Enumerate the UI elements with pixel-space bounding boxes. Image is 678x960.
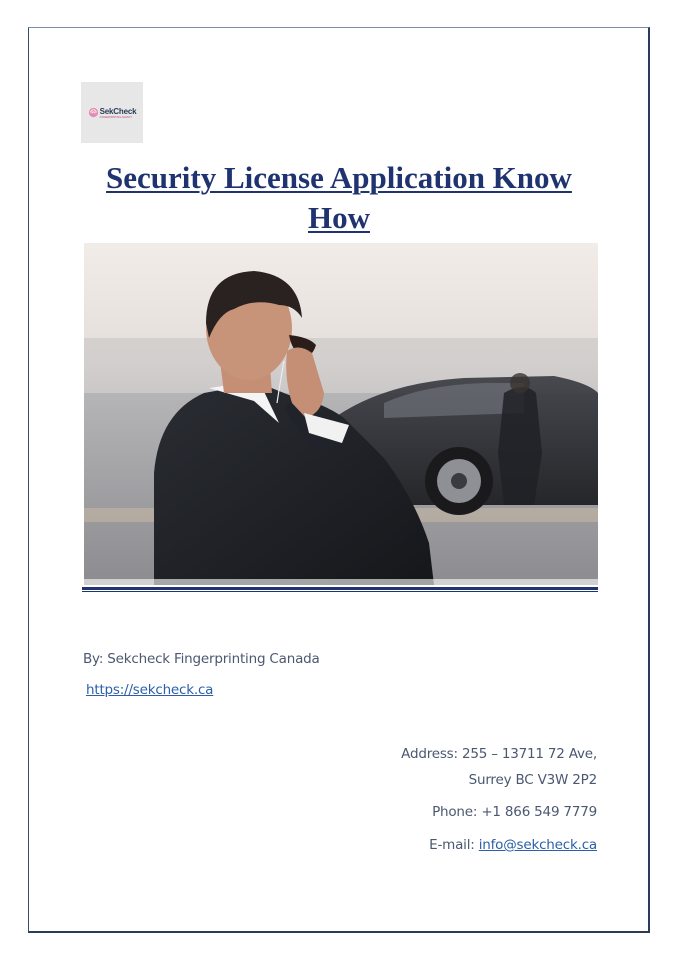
divider-rule-thin <box>82 591 598 592</box>
email-line <box>429 837 597 853</box>
company-logo <box>81 82 143 143</box>
author-byline: By: Sekcheck Fingerprinting Canada <box>83 651 320 667</box>
phone-number: Phone: +1 866 549 7779 <box>432 804 597 820</box>
logo-name: SekCheck <box>99 106 137 116</box>
document-title: Security License Application Know How <box>106 160 572 235</box>
email-link[interactable]: info@sekcheck.ca <box>478 837 597 853</box>
website-link[interactable]: https://sekcheck.ca <box>86 682 214 698</box>
email-label: E-mail: <box>429 837 479 853</box>
fingerprint-icon <box>88 107 99 118</box>
address-line-2: Surrey BC V3W 2P2 <box>468 772 597 788</box>
divider-rule <box>82 587 598 590</box>
logo-tagline: FINGERPRINTING AGENCY <box>99 115 133 119</box>
cover-photo <box>84 243 598 585</box>
address-line-1: Address: 255 – 13711 72 Ave, <box>401 746 597 762</box>
